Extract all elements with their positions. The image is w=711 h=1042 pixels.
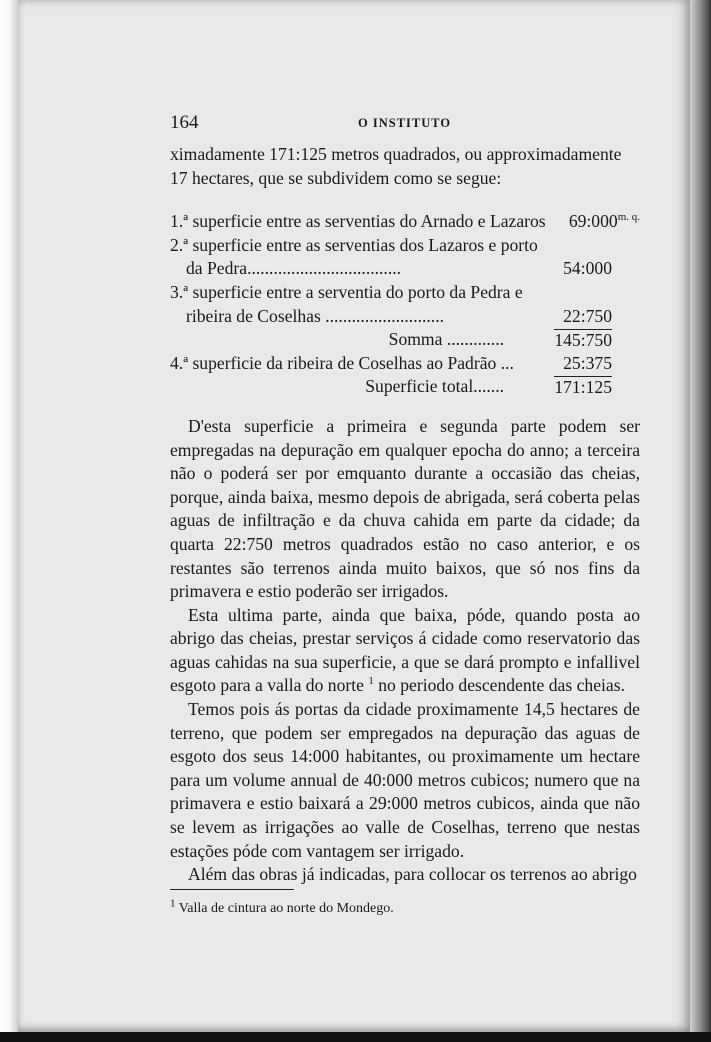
page-edge-left — [0, 0, 18, 1042]
row-text: 2.ª superficie entre as serventias dos Lazaros e porto — [170, 234, 538, 255]
row-value: 54:000 — [563, 258, 612, 279]
row-value — [569, 210, 640, 234]
page-header — [170, 112, 640, 136]
table-row — [170, 352, 640, 376]
page-body — [170, 143, 640, 887]
row-text: 3.ª superficie entre a serventia do porto da Pedra e — [170, 281, 523, 302]
footnote-rule — [170, 889, 294, 890]
row-text: 4.ª superficie da ribeira de Coselhas ao Padrão ... — [170, 352, 514, 373]
intro-line-1: ximadamente 171:125 metros quadrados, ou approximadamente — [170, 144, 622, 164]
intro-paragraph — [170, 143, 640, 190]
table-row — [170, 257, 640, 281]
row-text: ribeira de Coselhas ........................... — [186, 305, 444, 326]
sum-value: 145:750 — [554, 330, 612, 351]
row-text: 1.ª superficie entre as serventias do Arnado e Lazaros — [170, 211, 546, 232]
footnote-mark: 1 — [170, 897, 176, 910]
footnote-ref[interactable]: 1 — [368, 675, 374, 688]
total-label: Superficie total....... — [365, 376, 504, 397]
paragraph-3: Temos pois ás portas da cidade proximamente 14,5 hectares de terreno, que podem ser empregados na depuração das aguas de esgoto dos seus 14:000 habitantes, ou proximamente um hectare para um volume annual de 40:000 metros cubicos; numero que na primavera e estio baixará a 29:000 metros cubicos, ainda que não se levem as irrigações ao valle de Coselhas, terreno que nestas estações póde com vantagem ser irrigado. — [170, 699, 640, 861]
sum-label: Somma ............. — [388, 329, 504, 350]
table-row — [170, 305, 640, 329]
row-text: da Pedra................................... — [186, 258, 402, 279]
unit-label: m. q. — [617, 211, 640, 224]
table-row — [170, 281, 640, 305]
footnote — [170, 897, 394, 917]
running-title: O INSTITUTO — [358, 116, 452, 130]
paragraph-2-text: Esta ultima parte, ainda que baixa, póde, quando posta ao abrigo das cheias, prestar serviços á cidade como reservatorio das aguas cahidas na sua superficie, a que se dará prompto e infallivel esgoto para a valla do norte — [170, 604, 640, 696]
page-edge-right — [690, 0, 711, 1042]
paragraph-2-text-end: no periodo descendente das cheias. — [373, 675, 625, 696]
table-row-sum — [170, 328, 640, 352]
area-table — [170, 210, 640, 399]
table-row — [170, 234, 640, 258]
total-value: 171:125 — [554, 377, 612, 398]
footnote-text: Valla de cintura ao norte do Mondego. — [175, 901, 394, 916]
page-number: 164 — [170, 112, 199, 133]
row-value-number: 69:000 — [568, 211, 618, 232]
intro-line-2: 17 hectares, que se subdividem como se segue: — [170, 167, 502, 188]
paragraph-1: D'esta superficie a primeira e segunda parte podem ser empregadas na depuração em qualquer epocha do anno; a terceira não o poderá ser por emquanto durante a occasião das cheias, porque, ainda baixa, mesmo depois de abrigada, será coberta pelas aguas de infiltração e da chuva cahida em parte da cidade; da quarta 22:750 metros quadrados estão no caso anterior, e os restantes são terrenos ainda muito baixos, que só nos fins da primavera e estio poderão ser irrigados. — [170, 415, 640, 602]
row-value: 22:750 — [563, 305, 612, 326]
paragraph-4: Além das obras já indicadas, para collocar os terrenos ao abrigo — [188, 864, 637, 885]
table-row-total — [170, 375, 640, 399]
paragraph-2 — [170, 604, 640, 698]
table-row — [170, 210, 640, 234]
row-value: 25:375 — [563, 352, 612, 373]
page-edge-bottom — [0, 1032, 711, 1042]
